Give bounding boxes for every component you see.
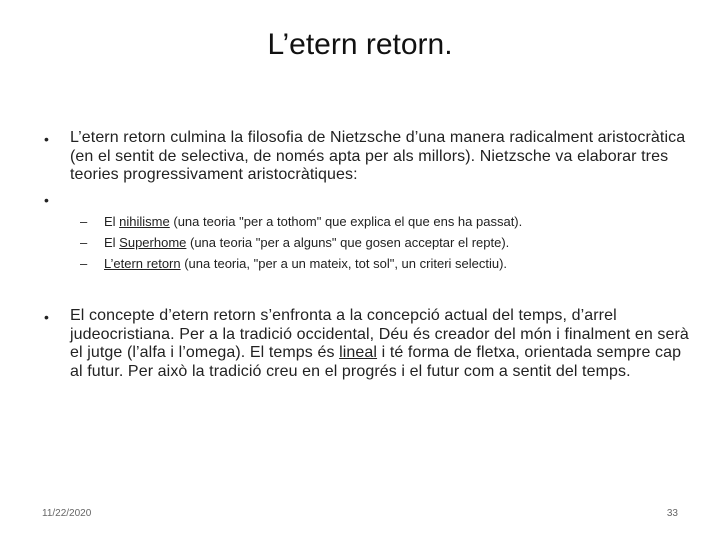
sub-item-text: (una teoria, "per a un mateix, tot sol", un criteri selectiu). [180, 256, 508, 271]
sub-list [80, 211, 680, 274]
sub-item-term: nihilisme [119, 214, 170, 229]
bullet-2: • [44, 192, 49, 208]
sub-item-term: Superhome [119, 235, 187, 250]
footer-date: 11/22/2020 [42, 508, 92, 519]
dash-marker: – [80, 235, 88, 250]
sub-item-term: L’etern retorn [104, 256, 181, 271]
sub-item-prefix: El [104, 214, 120, 229]
paragraph-2-text-a: El concepte d’etern retorn s’enfronta a la concepció actual del temps, d’arrel judeocristiana. Per a la tradició occidental, Déu és creador del món i finalment en serà el jutge (l’alfa i l’omega). El temps és [70, 307, 689, 361]
page-title: L’etern retorn. [267, 28, 453, 61]
dash-marker: – [80, 214, 88, 229]
sub-item-text: (una teoria "per a alguns" que gosen acceptar el repte). [186, 235, 510, 250]
sub-item-prefix: El [104, 235, 120, 250]
sub-item [80, 253, 680, 274]
bullet-1: • [44, 131, 49, 147]
sub-item [80, 211, 680, 232]
sub-item [80, 232, 680, 253]
bullet-3: • [44, 309, 49, 325]
paragraph-1: L’etern retorn culmina la filosofia de Nietzsche d’una manera radicalment aristocràtica (en el sentit de selectiva, de només apta per als millors). Nietzsche va elaborar tres teories progressivament aristocràtiques: [70, 129, 686, 183]
dash-marker: – [80, 256, 88, 271]
paragraph-2 [70, 307, 690, 381]
footer-page-number: 33 [666, 508, 678, 519]
paragraph-2-term: lineal [339, 344, 378, 361]
paragraph-2-text-b: i té forma de fletxa, orientada sempre cap al futur. Per això la tradició creu en el progrés i el futur com a sentit del temps. [70, 344, 682, 380]
sub-item-text: (una teoria "per a tothom" que explica el que ens ha passat). [169, 214, 523, 229]
